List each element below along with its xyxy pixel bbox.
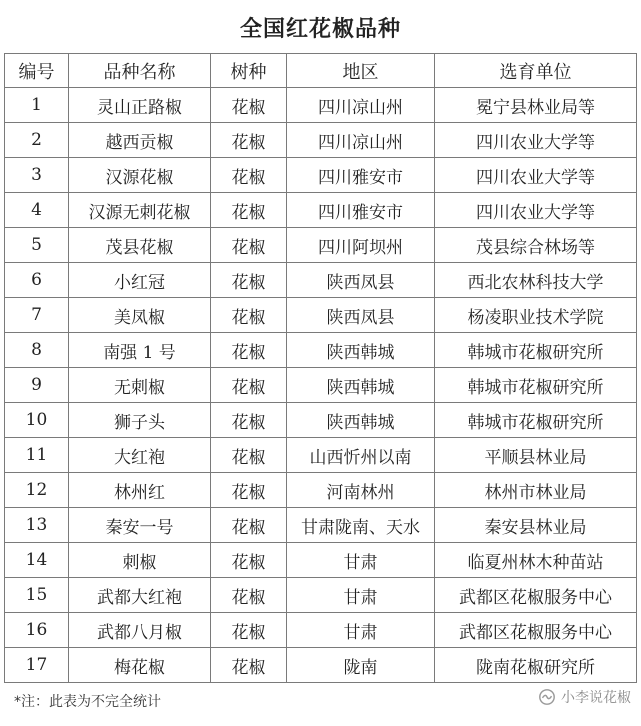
table-row <box>5 368 637 403</box>
cell-breeding-unit: 武都区花椒服务中心 <box>435 613 637 648</box>
cell-variety-name: 刺椒 <box>69 543 211 578</box>
cell-id: 9 <box>5 368 69 403</box>
cell-id: 12 <box>5 473 69 508</box>
header-breeding-unit: 选育单位 <box>435 54 637 88</box>
cell-variety-name: 狮子头 <box>69 403 211 438</box>
cell-variety-name: 武都大红袍 <box>69 578 211 613</box>
cell-breeding-unit: 韩城市花椒研究所 <box>435 333 637 368</box>
cell-region: 四川凉山州 <box>287 88 435 123</box>
cell-id: 11 <box>5 438 69 473</box>
cell-variety-name: 美凤椒 <box>69 298 211 333</box>
cell-id: 4 <box>5 193 69 228</box>
header-row <box>5 54 637 88</box>
cell-breeding-unit: 平顺县林业局 <box>435 438 637 473</box>
watermark <box>538 687 631 707</box>
header-region: 地区 <box>287 54 435 88</box>
cell-tree-species: 花椒 <box>211 648 287 683</box>
table-row <box>5 613 637 648</box>
cell-tree-species: 花椒 <box>211 158 287 193</box>
cell-id: 10 <box>5 403 69 438</box>
cell-breeding-unit: 秦安县林业局 <box>435 508 637 543</box>
cell-breeding-unit: 林州市林业局 <box>435 473 637 508</box>
cell-breeding-unit: 四川农业大学等 <box>435 158 637 193</box>
cell-tree-species: 花椒 <box>211 613 287 648</box>
cell-id: 2 <box>5 123 69 158</box>
cell-id: 8 <box>5 333 69 368</box>
cell-tree-species: 花椒 <box>211 88 287 123</box>
cell-variety-name: 越西贡椒 <box>69 123 211 158</box>
cell-id: 14 <box>5 543 69 578</box>
cell-variety-name: 灵山正路椒 <box>69 88 211 123</box>
cell-tree-species: 花椒 <box>211 438 287 473</box>
cell-tree-species: 花椒 <box>211 368 287 403</box>
table-row <box>5 193 637 228</box>
cell-region: 甘肃陇南、天水 <box>287 508 435 543</box>
cell-id: 3 <box>5 158 69 193</box>
table-row <box>5 648 637 683</box>
cell-tree-species: 花椒 <box>211 403 287 438</box>
variety-table <box>4 53 637 683</box>
wechat-channel-icon <box>538 688 556 706</box>
cell-variety-name: 林州红 <box>69 473 211 508</box>
cell-breeding-unit: 四川农业大学等 <box>435 193 637 228</box>
cell-variety-name: 无刺椒 <box>69 368 211 403</box>
cell-variety-name: 小红冠 <box>69 263 211 298</box>
cell-region: 四川凉山州 <box>287 123 435 158</box>
cell-tree-species: 花椒 <box>211 193 287 228</box>
cell-variety-name: 茂县花椒 <box>69 228 211 263</box>
table-row <box>5 543 637 578</box>
header-variety-name: 品种名称 <box>69 54 211 88</box>
table-row <box>5 403 637 438</box>
cell-tree-species: 花椒 <box>211 578 287 613</box>
cell-id: 6 <box>5 263 69 298</box>
cell-breeding-unit: 韩城市花椒研究所 <box>435 403 637 438</box>
cell-region: 甘肃 <box>287 613 435 648</box>
table-row <box>5 333 637 368</box>
cell-region: 陕西韩城 <box>287 368 435 403</box>
cell-region: 陕西凤县 <box>287 263 435 298</box>
cell-variety-name: 南强 1 号 <box>69 333 211 368</box>
cell-tree-species: 花椒 <box>211 298 287 333</box>
cell-breeding-unit: 陇南花椒研究所 <box>435 648 637 683</box>
cell-variety-name: 武都八月椒 <box>69 613 211 648</box>
cell-breeding-unit: 杨凌职业技术学院 <box>435 298 637 333</box>
table-body <box>5 88 637 683</box>
cell-region: 甘肃 <box>287 578 435 613</box>
cell-tree-species: 花椒 <box>211 473 287 508</box>
cell-tree-species: 花椒 <box>211 123 287 158</box>
table-row <box>5 228 637 263</box>
cell-tree-species: 花椒 <box>211 333 287 368</box>
cell-id: 5 <box>5 228 69 263</box>
cell-breeding-unit: 冕宁县林业局等 <box>435 88 637 123</box>
cell-breeding-unit: 西北农林科技大学 <box>435 263 637 298</box>
cell-region: 四川雅安市 <box>287 158 435 193</box>
cell-region: 四川阿坝州 <box>287 228 435 263</box>
cell-variety-name: 汉源无刺花椒 <box>69 193 211 228</box>
table-row <box>5 438 637 473</box>
cell-variety-name: 梅花椒 <box>69 648 211 683</box>
cell-variety-name: 秦安一号 <box>69 508 211 543</box>
cell-region: 河南林州 <box>287 473 435 508</box>
cell-breeding-unit: 临夏州林木种苗站 <box>435 543 637 578</box>
cell-variety-name: 汉源花椒 <box>69 158 211 193</box>
cell-tree-species: 花椒 <box>211 508 287 543</box>
cell-breeding-unit: 四川农业大学等 <box>435 123 637 158</box>
cell-breeding-unit: 武都区花椒服务中心 <box>435 578 637 613</box>
table-row <box>5 298 637 333</box>
header-tree-species: 树种 <box>211 54 287 88</box>
cell-region: 陕西韩城 <box>287 403 435 438</box>
cell-tree-species: 花椒 <box>211 228 287 263</box>
table-row <box>5 508 637 543</box>
cell-region: 甘肃 <box>287 543 435 578</box>
cell-id: 16 <box>5 613 69 648</box>
cell-id: 17 <box>5 648 69 683</box>
cell-region: 陕西韩城 <box>287 333 435 368</box>
table-row <box>5 473 637 508</box>
cell-region: 陕西凤县 <box>287 298 435 333</box>
cell-id: 13 <box>5 508 69 543</box>
cell-region: 四川雅安市 <box>287 193 435 228</box>
watermark-text: 小李说花椒 <box>561 690 631 706</box>
table-row <box>5 88 637 123</box>
cell-id: 7 <box>5 298 69 333</box>
table-row <box>5 578 637 613</box>
cell-tree-species: 花椒 <box>211 263 287 298</box>
cell-variety-name: 大红袍 <box>69 438 211 473</box>
header-id: 编号 <box>5 54 69 88</box>
cell-id: 1 <box>5 88 69 123</box>
cell-tree-species: 花椒 <box>211 543 287 578</box>
cell-region: 陇南 <box>287 648 435 683</box>
table-row <box>5 263 637 298</box>
table-row <box>5 158 637 193</box>
table-row <box>5 123 637 158</box>
cell-region: 山西忻州以南 <box>287 438 435 473</box>
footnote: *注：此表为不完全统计 <box>14 694 161 710</box>
cell-id: 15 <box>5 578 69 613</box>
cell-breeding-unit: 茂县综合林场等 <box>435 228 637 263</box>
cell-breeding-unit: 韩城市花椒研究所 <box>435 368 637 403</box>
page-title: 全国红花椒品种 <box>239 17 401 42</box>
